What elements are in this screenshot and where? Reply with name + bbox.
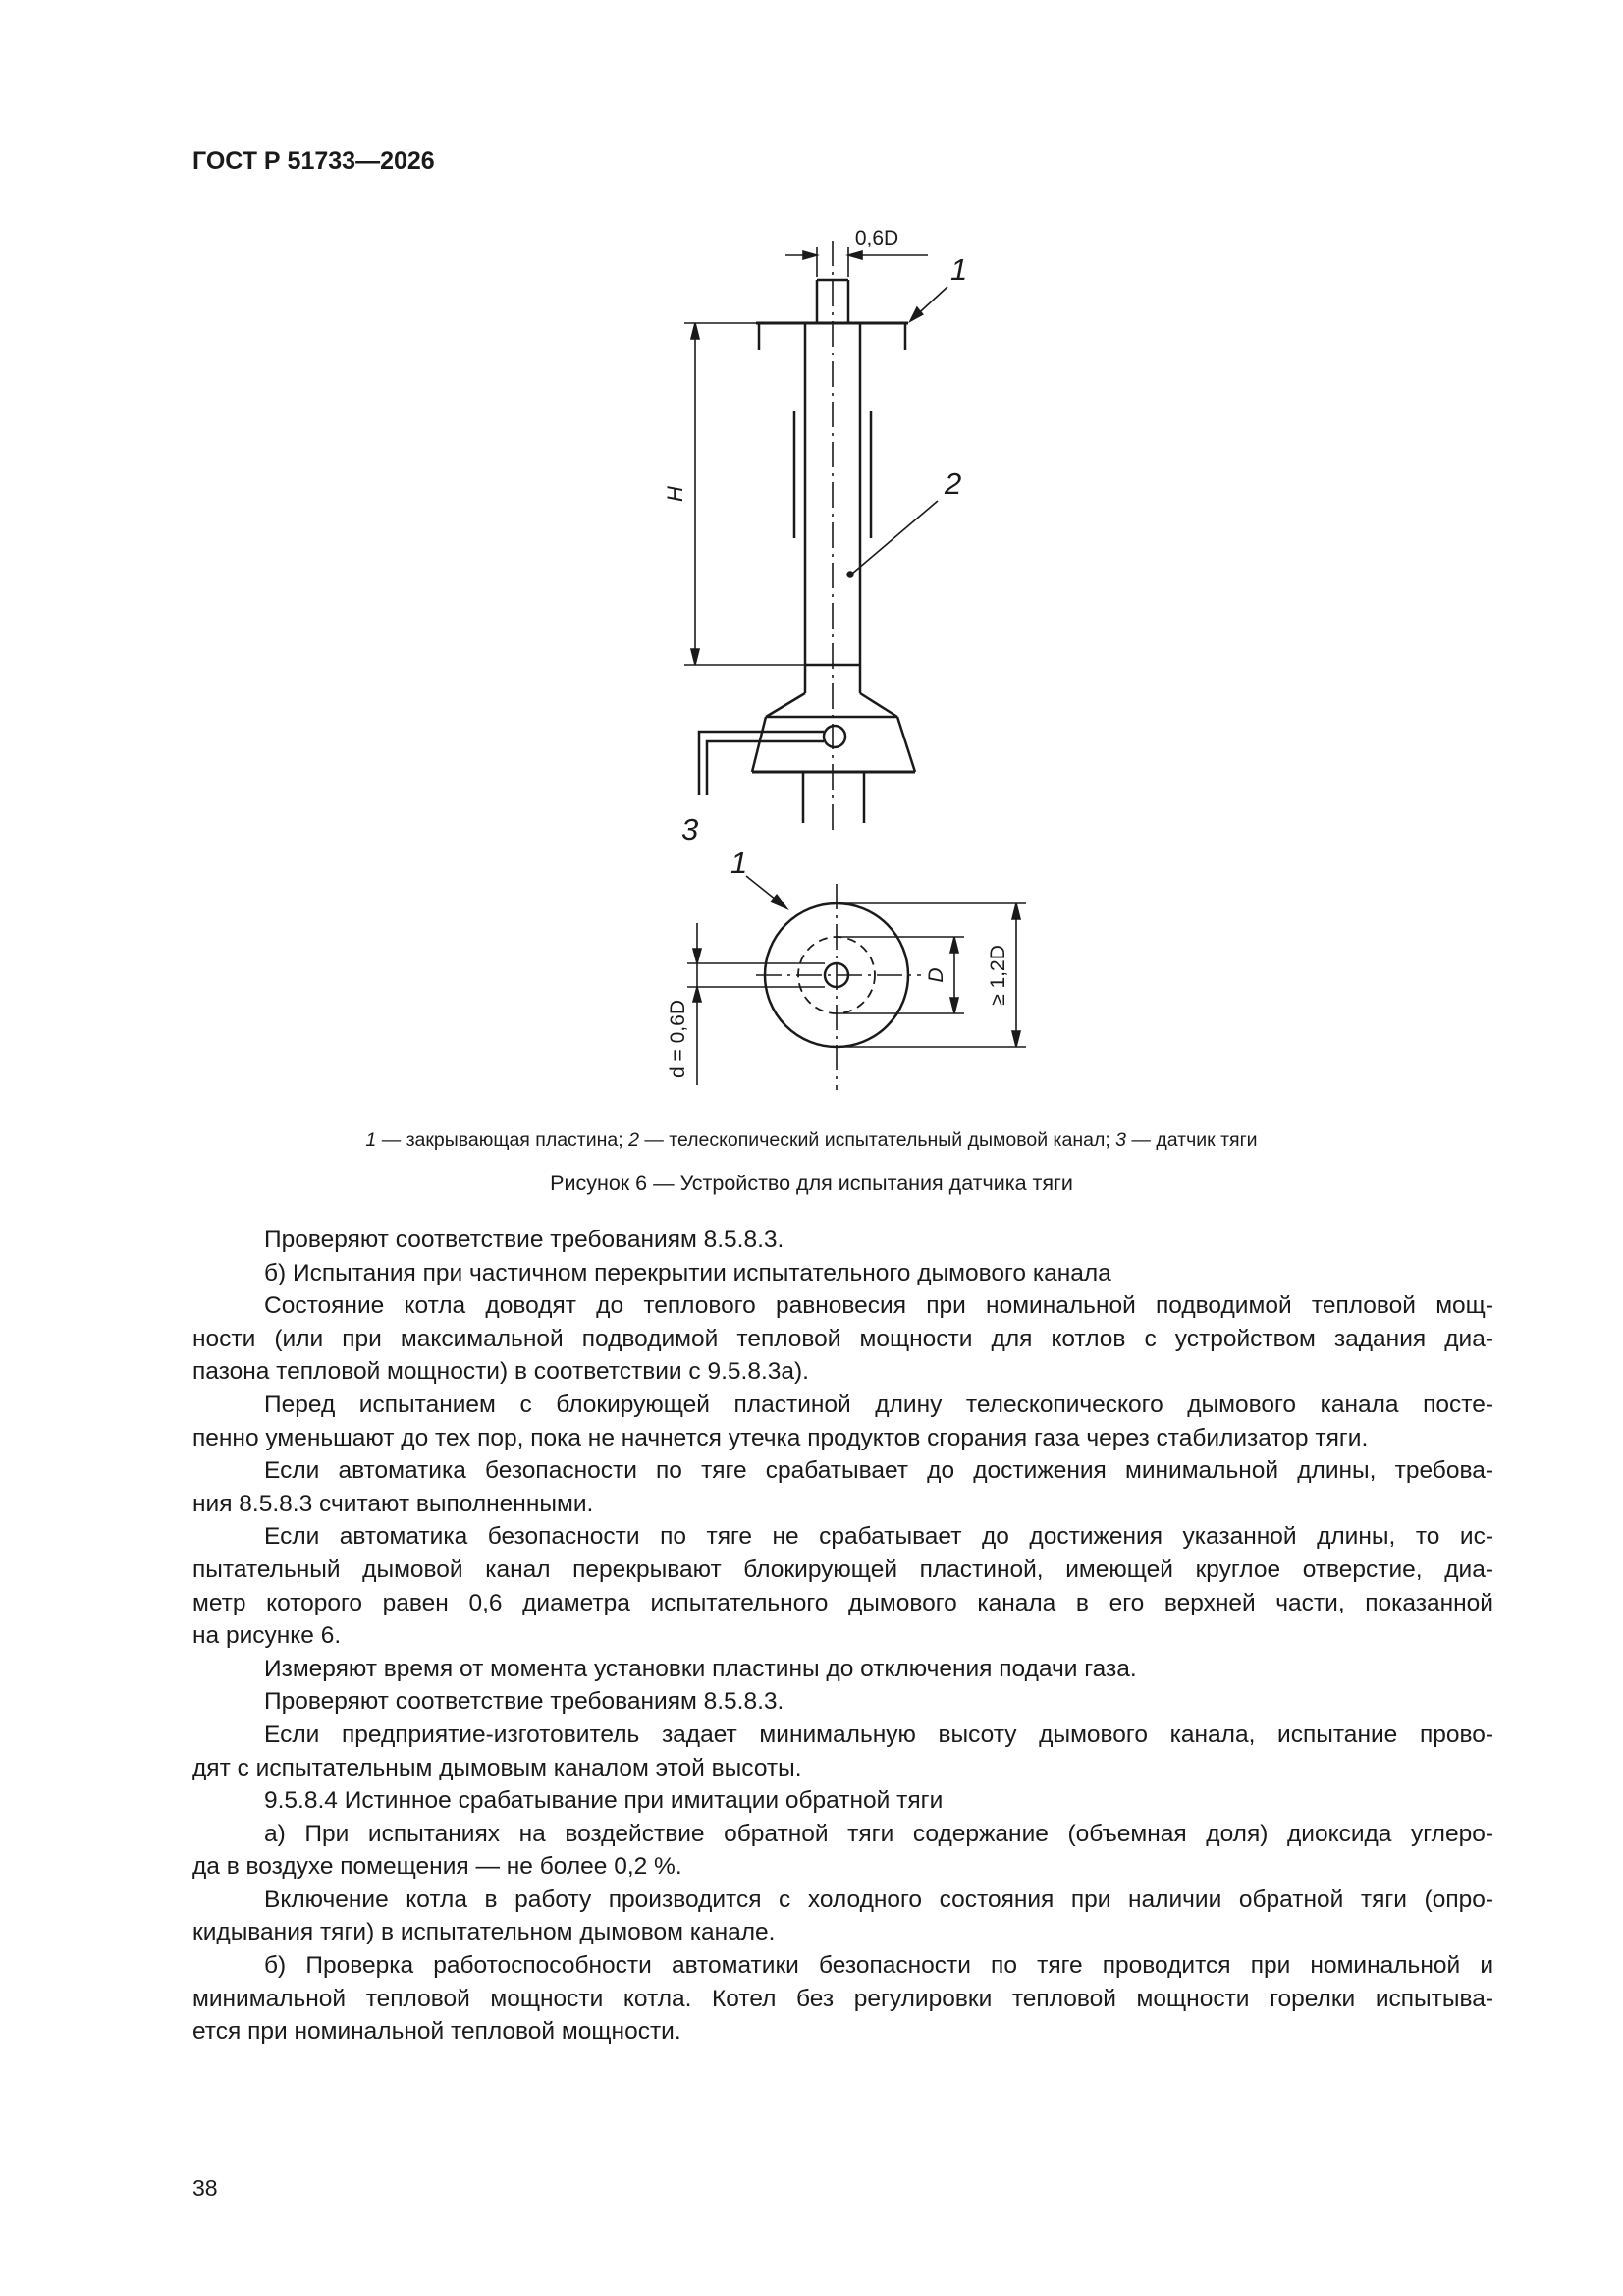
paragraph-line: б) Проверка работоспособности автоматики безопасности по тяге проводится при номинальной и: [264, 1952, 1493, 1980]
paragraph-line: на рисунке 6.: [192, 1622, 342, 1650]
dim-label-0-6d: 0,6D: [854, 227, 899, 249]
paragraph-line: ния 8.5.8.3 считают выполненными.: [192, 1490, 594, 1517]
paragraph: б) Испытания при частичном перекрытии испытательного дымового канала: [264, 1259, 1111, 1286]
paragraph-line: Перед испытанием с блокирующей пластиной длину телескопического дымового канала посте-: [264, 1391, 1493, 1418]
paragraph-line: минимальной тепловой мощности котла. Котел без регулировки тепловой мощности горелки испытыва-: [192, 1985, 1493, 2012]
figure-caption: Рисунок 6 — Устройство для испытания датчика тяги: [550, 1172, 1073, 1195]
paragraph: Проверяют соответствие требованиям 8.5.8.3.: [264, 1688, 784, 1716]
paragraph-line: а) При испытаниях на воздействие обратной тяги содержание (объемная доля) диоксида углеро-: [264, 1820, 1493, 1847]
paragraph: Измеряют время от момента установки пластины до отключения подачи газа.: [264, 1655, 1137, 1682]
paragraph-line: пенно уменьшают до тех пор, пока не начнется утечка продуктов сгорания газа через стабилизатор тяги.: [192, 1424, 1369, 1451]
paragraph-line: Если предприятие-изготовитель задает минимальную высоту дымового канала, испытание прово-: [264, 1721, 1493, 1748]
paragraph-line: Включение котла в работу производится с холодного состояния при наличии обратной тяги (опро-: [264, 1886, 1493, 1913]
legend-num-1: 1: [365, 1129, 377, 1151]
callout-1-side: 1: [950, 252, 968, 287]
legend-num-2: 2: [628, 1129, 639, 1151]
paragraph-line: пазона тепловой мощности) в соответствии с 9.5.8.3а).: [192, 1358, 809, 1386]
dim-label-hole: d = 0,6D: [667, 1000, 689, 1078]
legend-text-3: — датчик тяги: [1126, 1129, 1258, 1151]
paragraph-line: кидывания тяги) в испытательном дымовом канале.: [192, 1919, 776, 1946]
paragraph-line: ности (или при максимальной подводимой тепловой мощности для котлов с устройством задания диа-: [192, 1325, 1493, 1352]
paragraph-line: Состояние котла доводят до теплового равновесия при номинальной подводимой тепловой мощ-: [264, 1292, 1493, 1320]
legend-num-3: 3: [1115, 1129, 1127, 1151]
legend-text-2: — телескопический испытательный дымовой канал;: [638, 1129, 1116, 1151]
paragraph-line: да в воздухе помещения — не более 0,2 %.: [192, 1853, 682, 1881]
dim-label-1-2d: ≥ 1,2D: [987, 945, 1009, 1006]
dimension-h: [684, 323, 805, 665]
paragraph-line: пытательный дымовой канал перекрывают блокирующей пластиной, имеющей круглое отверстие, диа-: [192, 1556, 1493, 1583]
plate-top-view: [756, 903, 921, 1047]
body-text: [192, 1224, 1493, 2049]
paragraph: Проверяют соответствие требованиям 8.5.8.3.: [264, 1227, 784, 1253]
paragraph-line: дят с испытательным дымовым каналом этой высоты.: [192, 1754, 802, 1781]
paragraph-line: метр которого равен 0,6 диаметра испытательного дымового канала в его верхней части, показанной: [192, 1589, 1493, 1616]
paragraph-line: Если автоматика безопасности по тяге срабатывает до достижения минимальной длины, требова-: [264, 1457, 1493, 1485]
callout-3: 3: [681, 812, 699, 847]
callout-1-top: 1: [730, 846, 748, 880]
page-number: 38: [192, 2175, 218, 2201]
draft-sensor: [699, 726, 845, 795]
callout-2: 2: [945, 466, 962, 501]
paragraph-line: Если автоматика безопасности по тяге не срабатывает до достижения указанной длины, то ис-: [264, 1523, 1493, 1551]
paragraph-line: ется при номинальной тепловой мощности.: [192, 2018, 681, 2046]
document-header: ГОСТ Р 51733—2026: [192, 147, 435, 175]
dim-label-h: H: [663, 486, 687, 502]
draft-hood: [752, 665, 915, 823]
section-heading: 9.5.8.4 Истинное срабатывание при имитации обратной тяги: [264, 1787, 944, 1815]
figure-6-drawing: [0, 0, 1623, 1120]
dim-label-d: D: [925, 967, 947, 983]
dimension-0-6d-top: [785, 247, 928, 277]
legend-text-1: — закрывающая пластина;: [376, 1129, 629, 1151]
figure-legend: [0, 1129, 1623, 1152]
